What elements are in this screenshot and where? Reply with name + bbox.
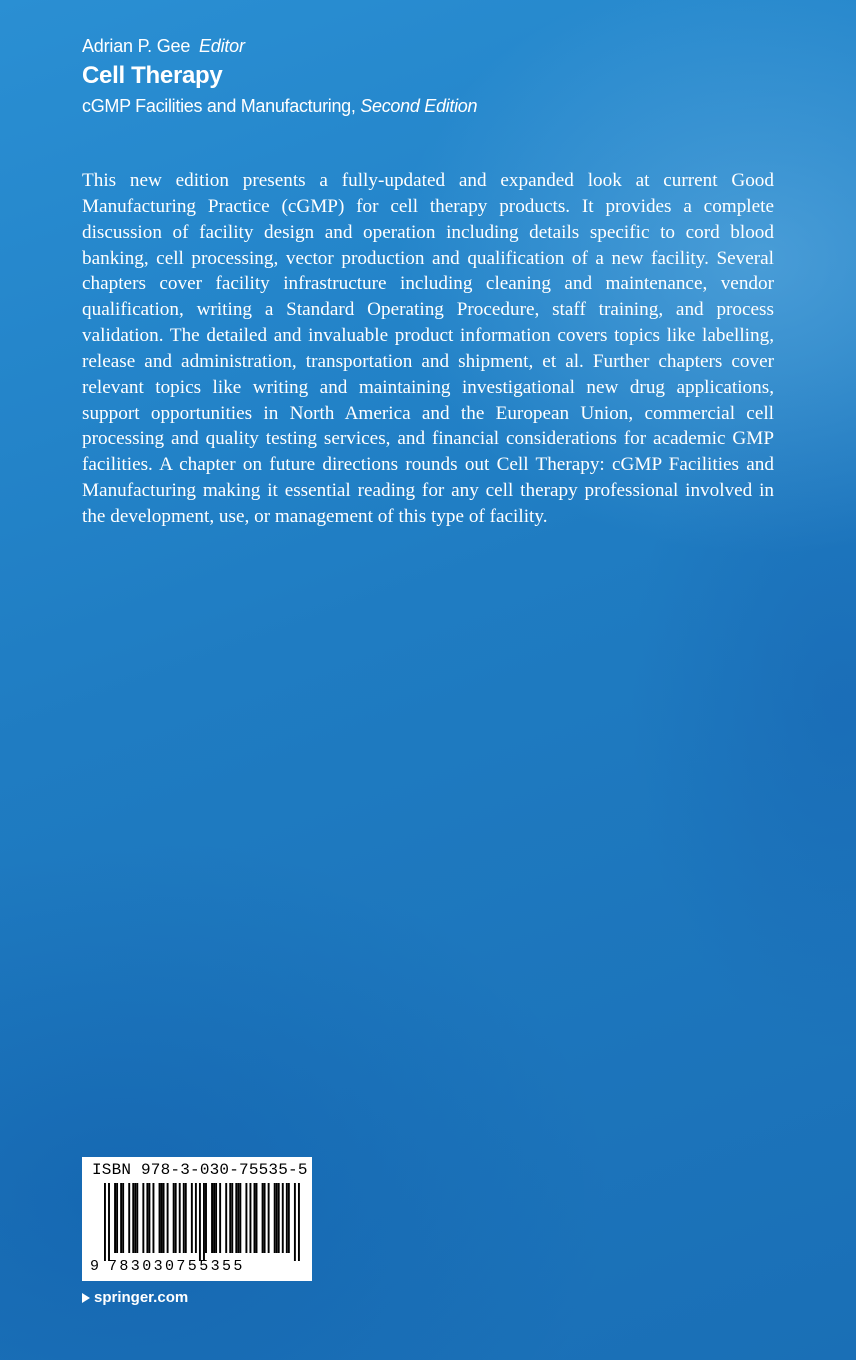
book-description: This new edition presents a fully-updated and expanded look at current Good Manufacturing Practice (cGMP) for cell therapy products. It provides a complete discussion of facility design and operation including details specific to cord blood banking, cell processing, vector production and qualification of a new facility. Several chapters cover facility infrastructure including cleaning and maintenance, vendor qualification, writing a Standard Operating Procedure, staff training, and process validation. The detailed and invaluable product information covers topics like labelling, release and administration, transportation and shipment, et al. Further chapters cover relevant topics like writing and maintaining investigational new drug applications, support opportunities in North America and the European Union, commercial cell processing and quality testing services, and financial considerations for academic GMP facilities. A chapter on future directions rounds out Cell Therapy: cGMP Facilities and Manufacturing making it essential reading for any cell therapy professional involved in the development, use, or management of this type of facility. bbox=[82, 170, 774, 527]
book-edition: Second Edition bbox=[360, 96, 478, 116]
editor-line bbox=[82, 34, 782, 58]
barcode-digit-string: 783030755355 bbox=[108, 1258, 245, 1275]
book-title: Cell Therapy bbox=[82, 62, 223, 89]
barcode-first-digit: 9 bbox=[90, 1258, 100, 1275]
triangle-right-icon bbox=[82, 1293, 90, 1303]
isbn-label: ISBN 978-3-030-75535-5 bbox=[92, 1161, 308, 1179]
barcode-icon bbox=[104, 1183, 300, 1261]
editor-role: Editor bbox=[198, 36, 245, 56]
publisher-url: springer.com bbox=[94, 1289, 189, 1306]
publisher-link[interactable] bbox=[82, 1288, 188, 1308]
book-subtitle: cGMP Facilities and Manufacturing, bbox=[82, 96, 356, 116]
barcode-digits bbox=[90, 1258, 302, 1276]
isbn-barcode-box bbox=[82, 1157, 312, 1281]
editor-name: Adrian P. Gee bbox=[82, 36, 191, 56]
book-subtitle-line bbox=[82, 94, 782, 118]
book-header bbox=[82, 34, 782, 118]
